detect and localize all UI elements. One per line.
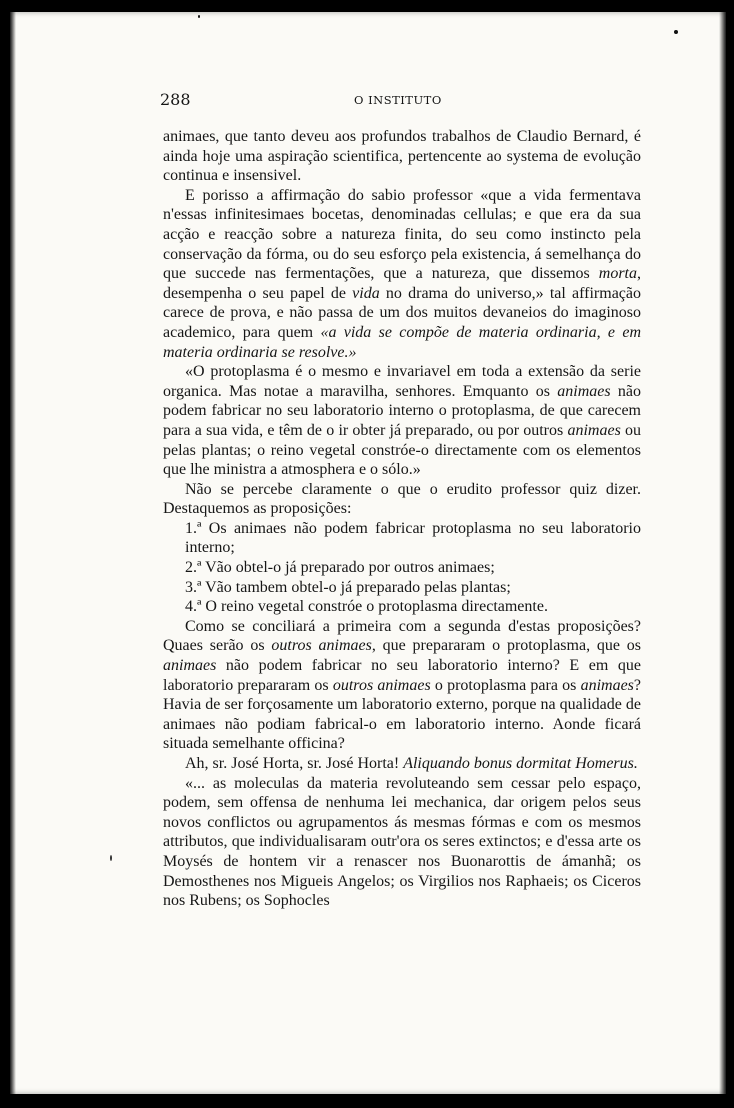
body-text (163, 127, 641, 911)
text-run: 2.ª Vão obtel-o já preparado por outros animaes; (185, 559, 495, 577)
text-run: o protoplasma para os (430, 676, 581, 694)
italic-text: animaes (557, 382, 611, 400)
text-run: E porisso a affirmação do sabio professor «que a vida fermentava n'essas infinitesimaes bocetas, denominadas cellulas; e que era da sua acção e reacção sobre a natureza finita, do seu como instincto pela conservação da fórma, ou do seu esforço pela existencia, á semelhança do que succede nas fermentações, que a natureza, que dissemos (163, 186, 641, 283)
page-number: 288 (160, 90, 191, 109)
text-run: Ah, sr. José Horta, sr. José Horta! (185, 755, 404, 772)
text-run: não podem fabricar no seu laboratorio interno o protoplasma, de que carecem para a sua vida, e têm de o ir obter já preparado, ou por outros (163, 382, 641, 439)
numbered-proposition (163, 558, 641, 578)
ink-speck (198, 15, 200, 18)
page-edge-shadow-right (719, 12, 726, 1094)
numbered-proposition (163, 578, 641, 598)
page-header (160, 88, 620, 110)
text-run: ? Havia de ser forçosamente um laboratorio externo, porque na qualidade de animaes não podiam fabrical-o em laboratorio interno. Aonde ficará situada semelhante officina? (163, 676, 641, 753)
text-run: no drama do universo,» tal affirmação carece de prova, e não passa de um dos muitos devaneios do imaginoso academico, para quem (163, 284, 641, 341)
paragraph (163, 617, 641, 754)
italic-text: animaes (567, 421, 621, 439)
paragraph (163, 362, 641, 480)
paragraph (163, 774, 641, 911)
italic-text: animaes (163, 657, 217, 675)
text-run: animaes, que tanto deveu aos profundos trabalhos de Claudio Bernard, é ainda hoje uma aspiração scientifica, pertencente ao systema de evolução continua e insensivel. (163, 128, 641, 185)
text-run: Como se conciliará a primeira com a segunda d'estas proposições? Quaes serão os (163, 617, 641, 655)
running-title: O INSTITUTO (354, 93, 442, 107)
text-run: 1.ª Os animaes não podem fabricar protoplasma no seu laboratorio interno; (185, 519, 641, 557)
numbered-proposition (163, 519, 641, 558)
text-run: «O protoplasma é o mesmo e invariavel em toda a extensão da serie organica. Mas notae a maravilha, senhores. Emquanto os (163, 363, 641, 400)
ink-speck (110, 855, 112, 861)
text-run: , que prepararam o protoplasma, que os (371, 637, 642, 655)
numbered-proposition (163, 597, 641, 617)
italic-text: Aliquando bonus dormitat Homerus. (403, 755, 638, 772)
paragraph (163, 754, 641, 774)
text-run: , desempenha o seu papel de (163, 265, 641, 302)
text-run: não podem fabricar no seu laboratorio interno? E em que laboratorio prepararam os (163, 657, 641, 694)
italic-text: «a vida se compõe de materia ordinaria, e em materia ordinaria se resolve.» (163, 323, 641, 361)
ink-speck (674, 30, 678, 34)
paragraph (163, 127, 641, 186)
italic-text: outros animaes (332, 676, 431, 694)
paragraph (163, 480, 641, 519)
text-run: 4.ª O reino vegetal constróe o protoplasma directamente. (185, 598, 548, 616)
page-edge-shadow-left (10, 12, 16, 1094)
text-run: ou pelas plantas; o reino vegetal constróe-o directamente com os elementos que lhe ministra a atmosphera e o sólo.» (163, 421, 642, 479)
text-run: «... as moleculas da materia revoluteando sem cessar pelo espaço, podem, sem offensa de nenhuma lei mechanica, dar origem pelos seus novos conflictos ou agrupamentos ás mesmas fórmas e com os mesmos attributos, que individualisaram outr'ora os seres extinctos; e d'essa arte os Moysés de hontem vir a renascer nos Buonarottis de ámanhã; os Demosthenes nos Migueis Angelos; os Virgilios nos Raphaeis; os Ciceros nos Rubens; os Sophocles (163, 774, 641, 910)
italic-text: morta (598, 265, 637, 283)
italic-text: vida (352, 284, 380, 302)
paragraph (163, 186, 641, 362)
text-run: Não se percebe claramente o que o erudito professor quiz dizer. Destaquemos as proposições: (163, 480, 641, 518)
italic-text: outros animaes (271, 637, 372, 655)
text-run: 3.ª Vão tambem obtel-o já preparado pelas plantas; (185, 578, 511, 596)
italic-text: animaes (580, 676, 634, 694)
